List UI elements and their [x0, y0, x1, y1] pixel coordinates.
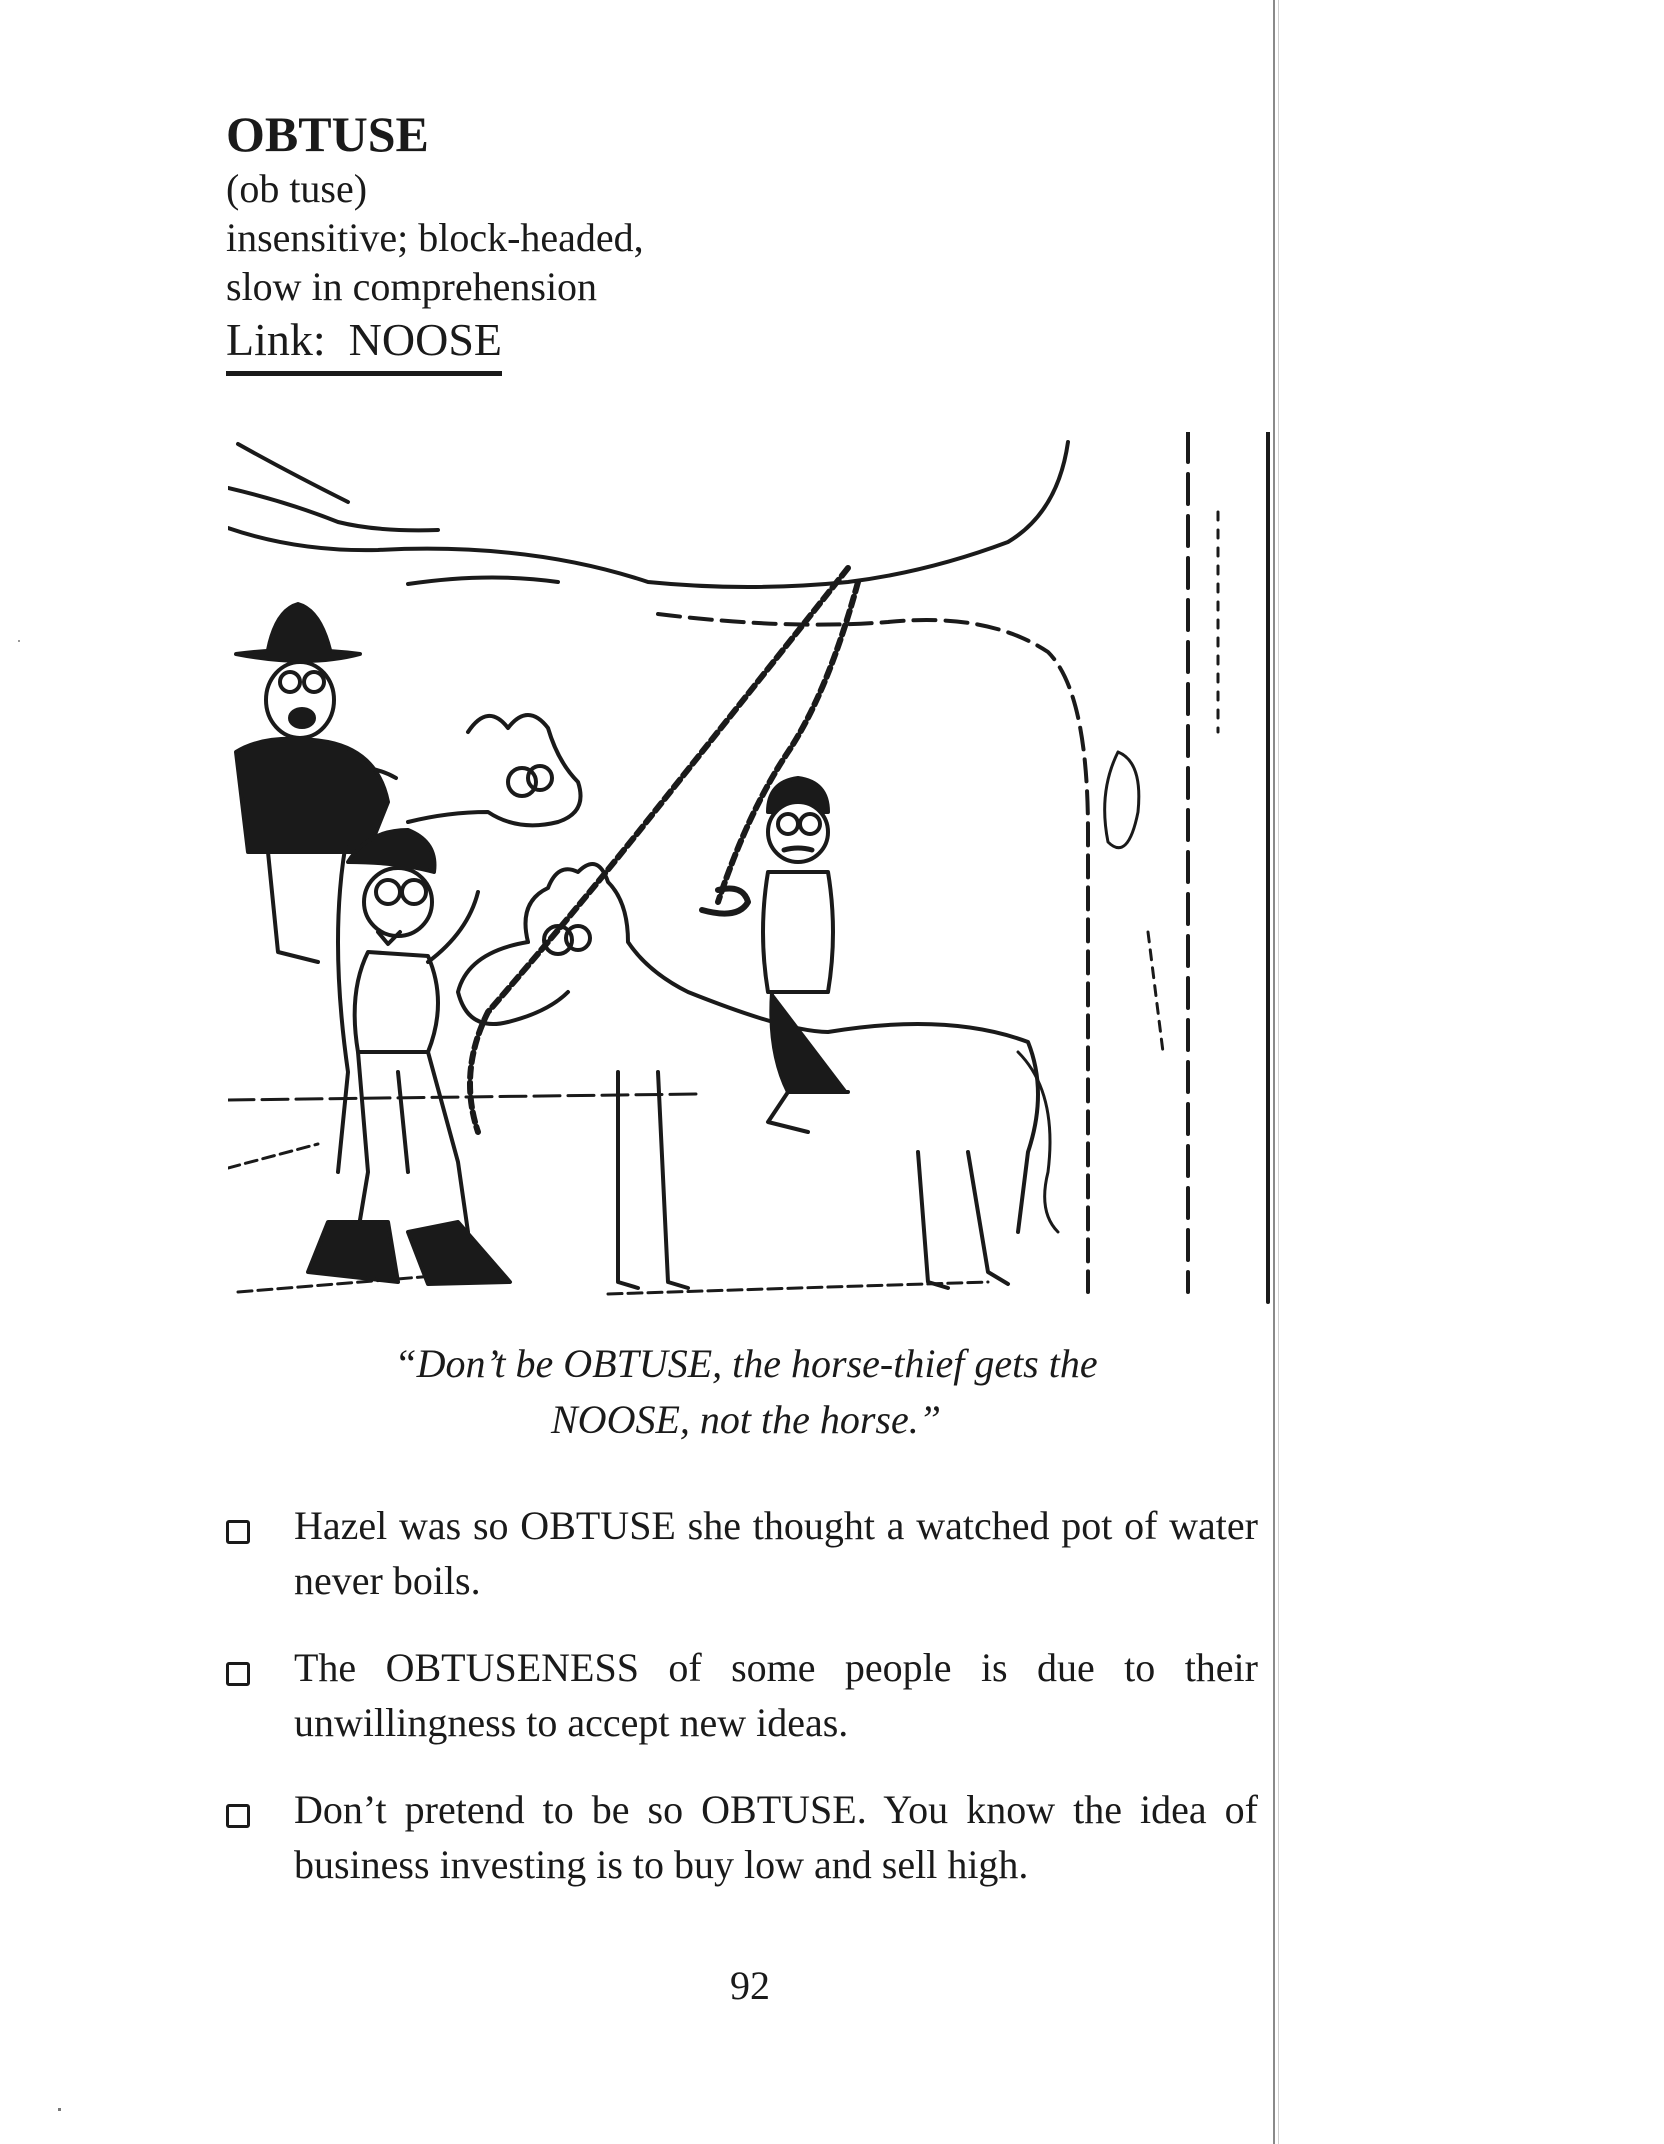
caption-line-2: NOOSE, not the horse.” — [551, 1397, 941, 1442]
scan-speck — [18, 640, 20, 642]
example-text: The OBTUSENESS of some people is due to their unwillingness to accept new ideas. — [294, 1645, 1258, 1745]
horse-center-icon — [458, 864, 1058, 1288]
scan-speck — [58, 2108, 61, 2111]
tree-icon — [228, 432, 1268, 1302]
horse-thief-icon — [763, 778, 848, 1132]
page-number: 92 — [730, 1963, 770, 2008]
entry-definition-line-2: slow in comprehension — [226, 264, 598, 309]
entry-definition-line-1: insensitive; block-headed, — [226, 215, 644, 260]
entry-link-word: NOOSE — [348, 314, 503, 365]
cartoon-illustration — [228, 432, 1272, 1308]
entry-pronunciation: (ob tuse) — [226, 166, 368, 211]
page-spine-line — [1273, 0, 1275, 2144]
entry-headword: OBTUSE — [226, 106, 429, 162]
example-item — [226, 1782, 1258, 1892]
illustration-caption — [226, 1336, 1266, 1448]
example-text: Don’t pretend to be so OBTUSE. You know the idea of business investing is to buy low and sell high. — [294, 1787, 1258, 1887]
caption-line-1: “Don’t be OBTUSE, the horse-thief gets the — [394, 1341, 1098, 1386]
word-entry — [226, 104, 926, 376]
example-text: Hazel was so OBTUSE she thought a watched pot of water never boils. — [294, 1503, 1258, 1603]
checkbox-icon — [226, 1804, 250, 1828]
checkbox-icon — [226, 1520, 250, 1544]
page-spine-shadow — [1278, 0, 1279, 2144]
entry-link — [226, 311, 502, 376]
entry-link-label: Link: — [226, 314, 326, 365]
example-item — [226, 1498, 1258, 1608]
example-item — [226, 1640, 1258, 1750]
checkbox-icon — [226, 1662, 250, 1686]
example-sentences — [226, 1498, 1258, 1924]
